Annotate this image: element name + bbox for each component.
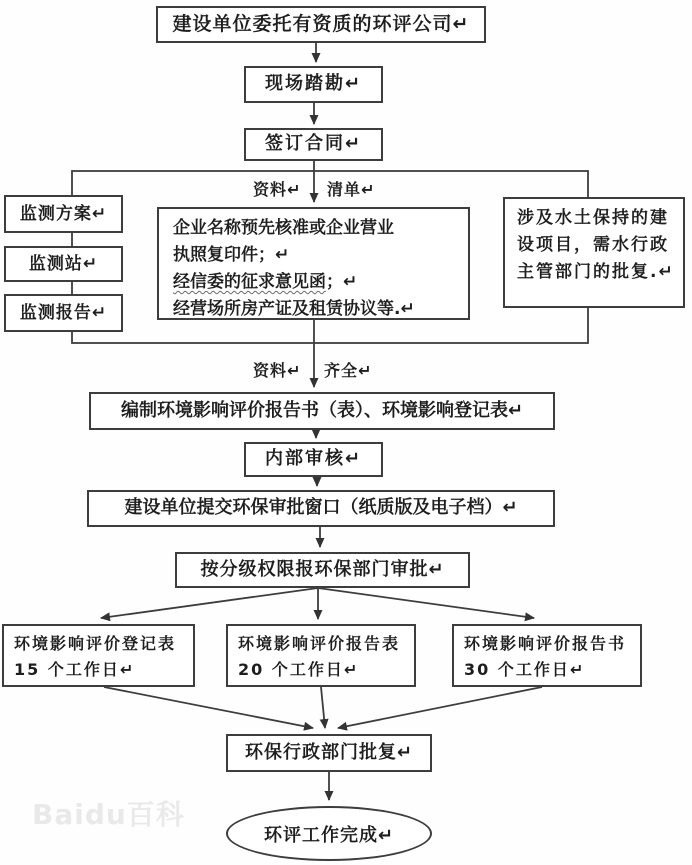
node-submit-window (87, 490, 555, 527)
node-report-form-20-days-label: 环境影响评价报告表 20 个工作日↵ (238, 634, 401, 679)
node-monitoring-plan-label: 监测方案↵ (19, 203, 108, 224)
node-compile-report (89, 392, 555, 430)
node-tiered-approval (175, 552, 470, 588)
node-monitoring-report (4, 294, 123, 332)
node-tiered-approval-label: 按分级权限报环保部门审批↵ (200, 558, 445, 580)
node-commission (156, 6, 486, 43)
label-materials-top: 资料↵ (253, 180, 302, 199)
node-materials-list (157, 207, 470, 320)
node-monitoring-report-label: 监测报告↵ (19, 302, 108, 323)
label-complete-bottom: 齐全↵ (324, 361, 373, 380)
node-sign-contract-label: 签订合同↵ (264, 133, 363, 155)
arrow-report-form-to-reply (321, 687, 325, 728)
node-commission-label: 建设单位委托有资质的环评公司↵ (172, 12, 470, 35)
node-report-book-30-days (452, 624, 642, 687)
arrow-registration-to-reply (104, 687, 313, 728)
materials-line2: 执照复印件；↵ (173, 245, 290, 265)
node-water-conservation-label: 涉及水土保持的建设项目，需水行政主管部门的批复.↵ (517, 208, 675, 282)
node-monitoring-plan (4, 195, 123, 233)
node-monitoring-station-label: 监测站↵ (28, 253, 99, 274)
arrow-tiered-to-report-book (318, 588, 534, 618)
node-monitoring-station (4, 246, 123, 282)
materials-line3-wavy: 经信委的征求意见函 (173, 272, 326, 292)
node-water-conservation (503, 197, 685, 308)
node-registration-form-15-days-label: 环境影响评价登记表 15 个工作日↵ (14, 634, 177, 679)
node-registration-form-15-days (2, 624, 195, 687)
node-work-complete-terminator (226, 806, 432, 861)
node-site-survey (244, 66, 383, 103)
node-report-form-20-days (226, 624, 416, 687)
materials-line3-rest: ；↵ (326, 272, 358, 292)
node-epa-reply (226, 734, 432, 772)
node-internal-review-label: 内部审核↵ (264, 448, 363, 470)
arrow-report-book-to-reply (338, 687, 542, 728)
materials-line1: 企业名称预先核准或企业营业 (173, 218, 394, 238)
node-work-complete-label: 环评工作完成↵ (263, 824, 395, 846)
materials-line4: 经营场所房产证及租赁协议等.↵ (173, 299, 415, 319)
label-list-top: 清单↵ (327, 180, 376, 199)
arrow-tiered-to-registration (101, 588, 318, 618)
label-materials-bottom: 资料↵ (253, 361, 302, 380)
node-materials-list-text (173, 215, 415, 323)
node-internal-review (244, 442, 383, 477)
node-report-book-30-days-label: 环境影响评价报告书 30 个工作日↵ (464, 634, 627, 679)
baidu-baike-watermark: Baidu百科 (32, 798, 185, 831)
node-site-survey-label: 现场踏勘↵ (264, 73, 363, 95)
node-epa-reply-label: 环保行政部门批复↵ (244, 741, 414, 763)
node-submit-window-label: 建设单位提交环保审批窗口（纸质版及电子档）↵ (124, 497, 518, 519)
node-sign-contract (244, 128, 383, 161)
node-compile-report-label: 编制环境影响评价报告书（表）、环境影响登记表↵ (120, 399, 524, 421)
